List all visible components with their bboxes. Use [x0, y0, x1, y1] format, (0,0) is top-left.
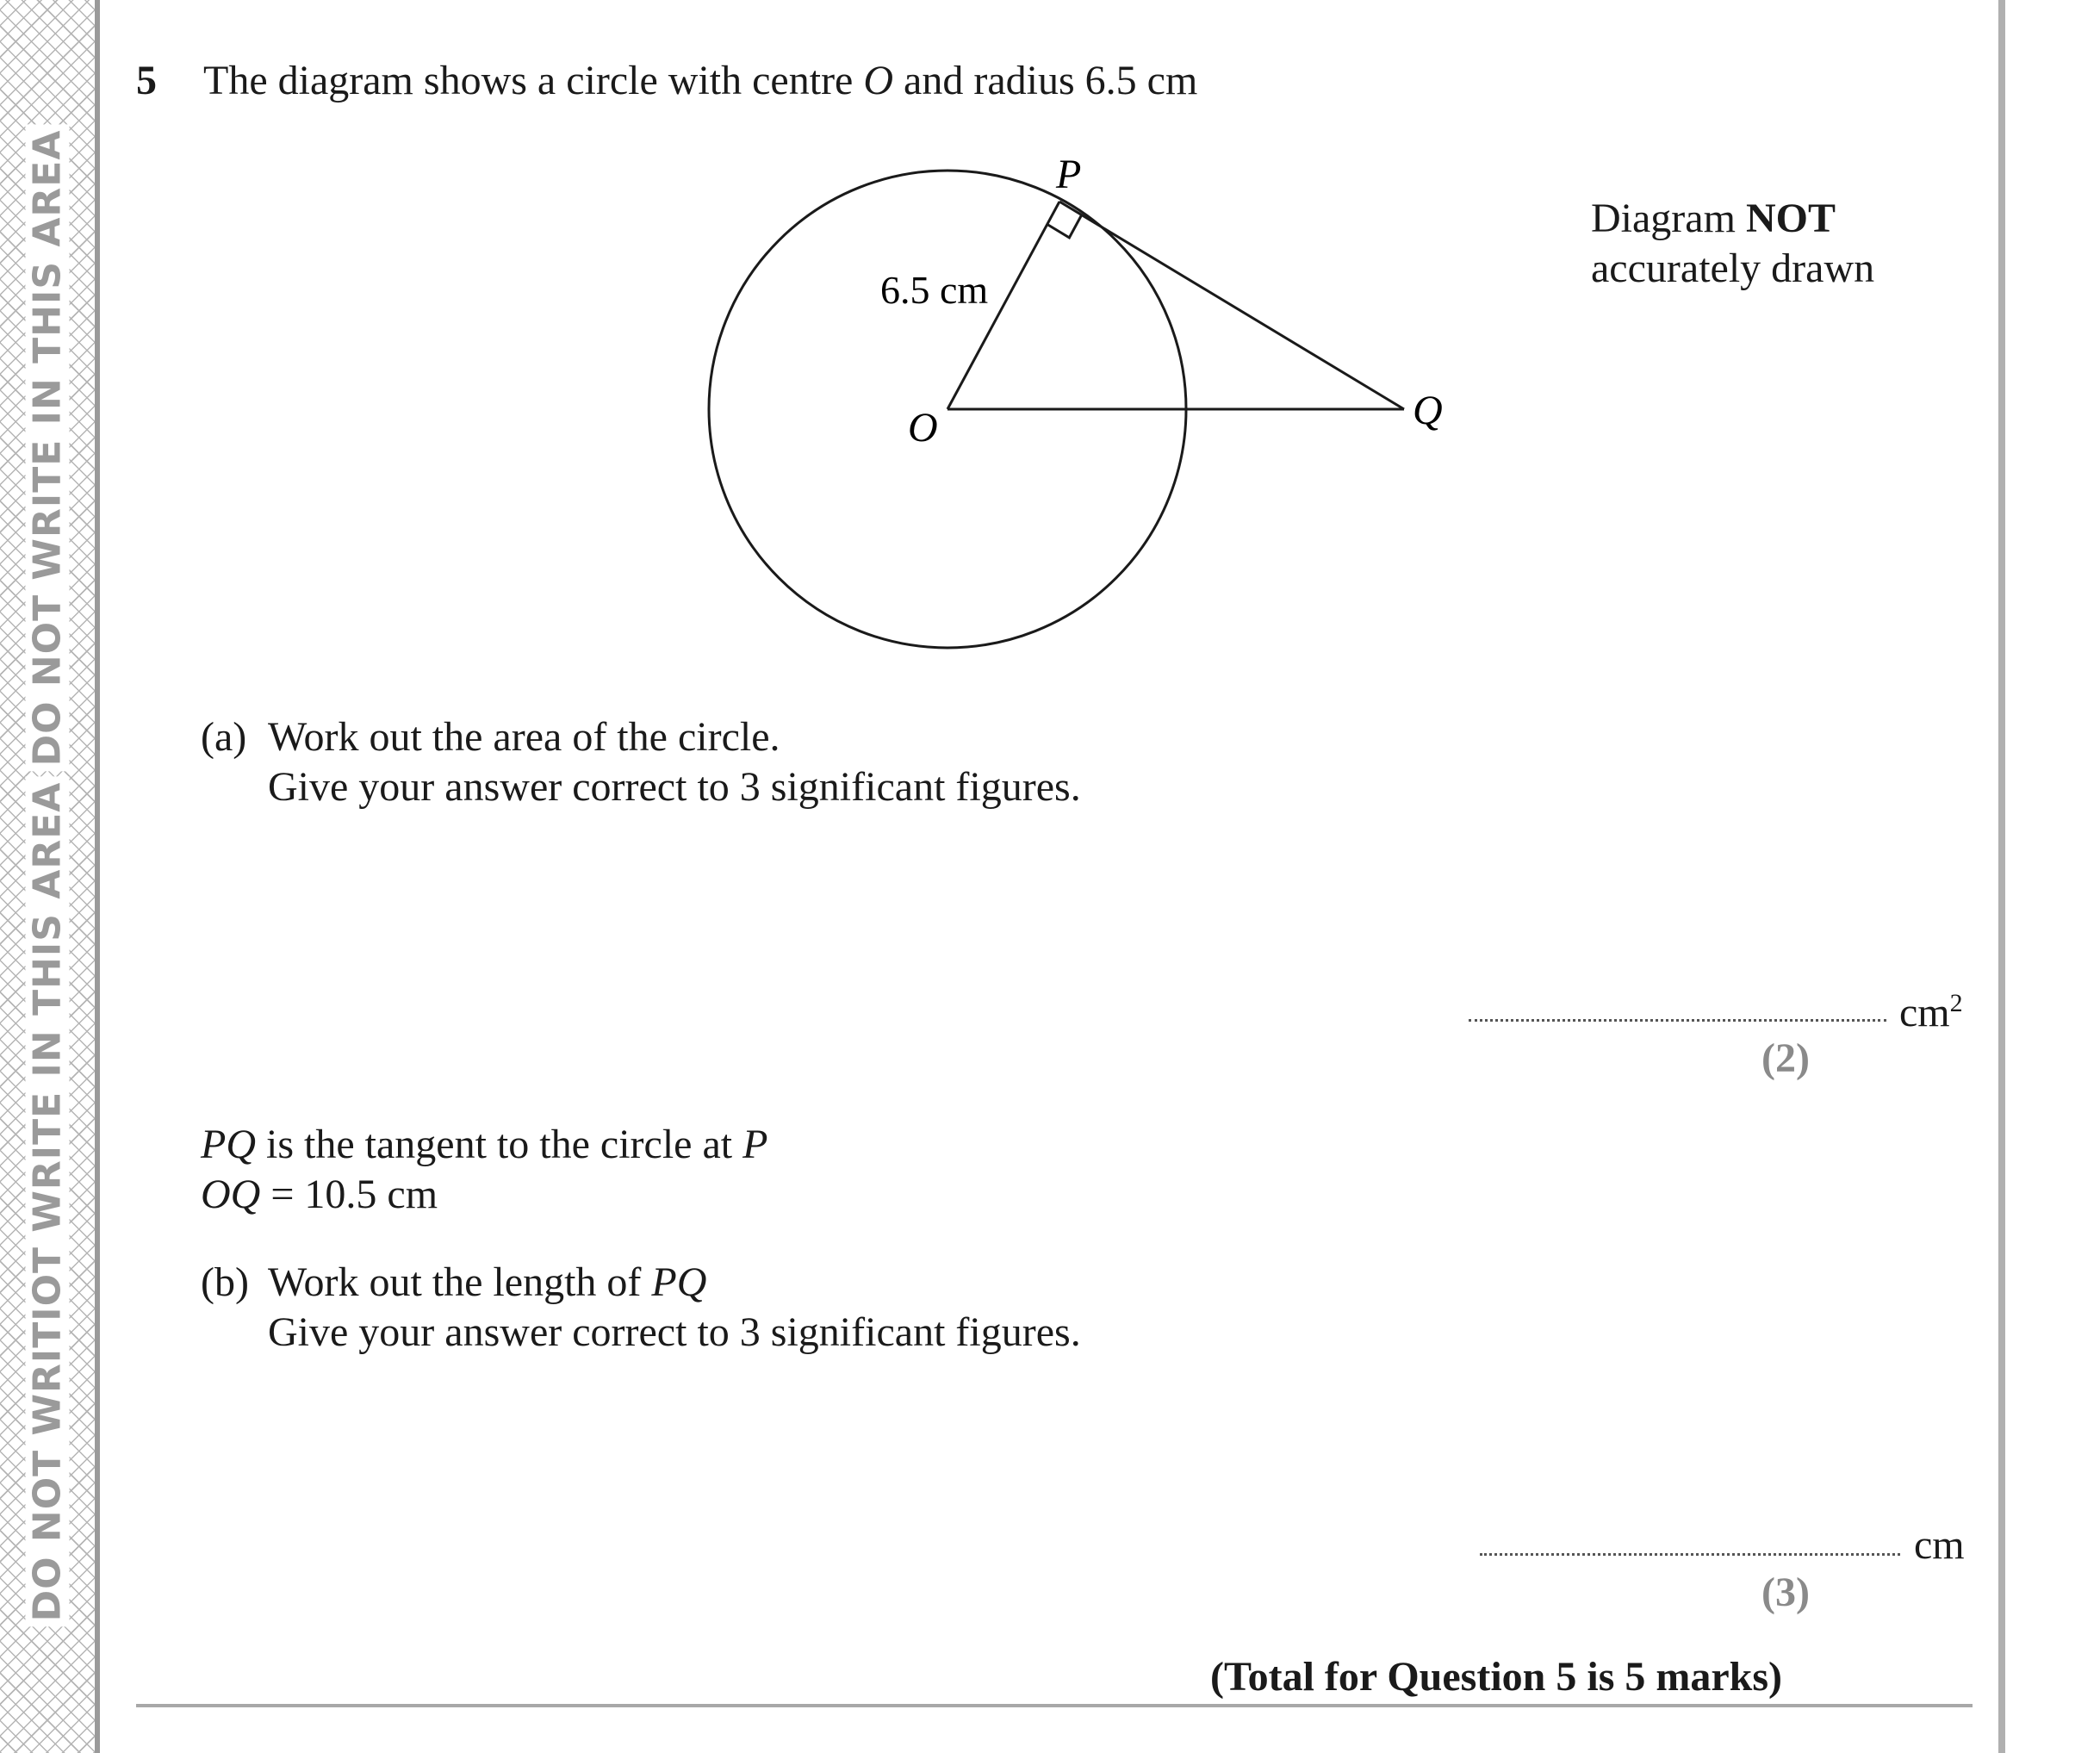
tangent-pq [1059, 202, 1404, 409]
margin-warning-top: DO NOT WRITE IN THIS AREA [26, 125, 70, 772]
unit-b: cm [1914, 1522, 1965, 1568]
label-o: O [908, 405, 938, 451]
margin-warning-bottom: DO NOT WRITIOT WRITE IN THIS AREA [26, 777, 70, 1627]
bottom-rule [136, 1704, 1973, 1707]
given-tangent: PQ is the tangent to the circle at P [201, 1122, 768, 1167]
right-angle-marker [1047, 215, 1082, 238]
part-a-line2: Give your answer correct to 3 significant figures. [268, 764, 1081, 810]
diagram-note-line2: accurately drawn [1591, 246, 1875, 291]
part-b-line1: Work out the length of PQ [268, 1259, 707, 1305]
label-p: P [1056, 152, 1082, 197]
total-marks: (Total for Question 5 is 5 marks) [1210, 1654, 1783, 1700]
marks-a: (2) [1761, 1035, 1810, 1081]
given-oq: OQ = 10.5 cm [201, 1172, 438, 1217]
answer-line-a[interactable] [1469, 1019, 1886, 1022]
question-number: 5 [136, 58, 157, 103]
marks-b: (3) [1761, 1570, 1810, 1615]
label-q: Q [1413, 388, 1443, 433]
part-b-line2: Give your answer correct to 3 significant figures. [268, 1309, 1081, 1355]
diagram-note-line1: Diagram NOT [1591, 196, 1836, 241]
radius-label: 6.5 cm [880, 268, 989, 312]
unit-a: $cm^2$ [1899, 989, 1963, 1035]
part-a-label: (a) [201, 714, 247, 760]
part-a-line1: Work out the area of the circle. [268, 714, 780, 760]
question-intro: The diagram shows a circle with centre O and radius 6.5 cm [203, 58, 1198, 103]
part-b-label: (b) [201, 1259, 249, 1305]
answer-line-b[interactable] [1480, 1553, 1900, 1556]
